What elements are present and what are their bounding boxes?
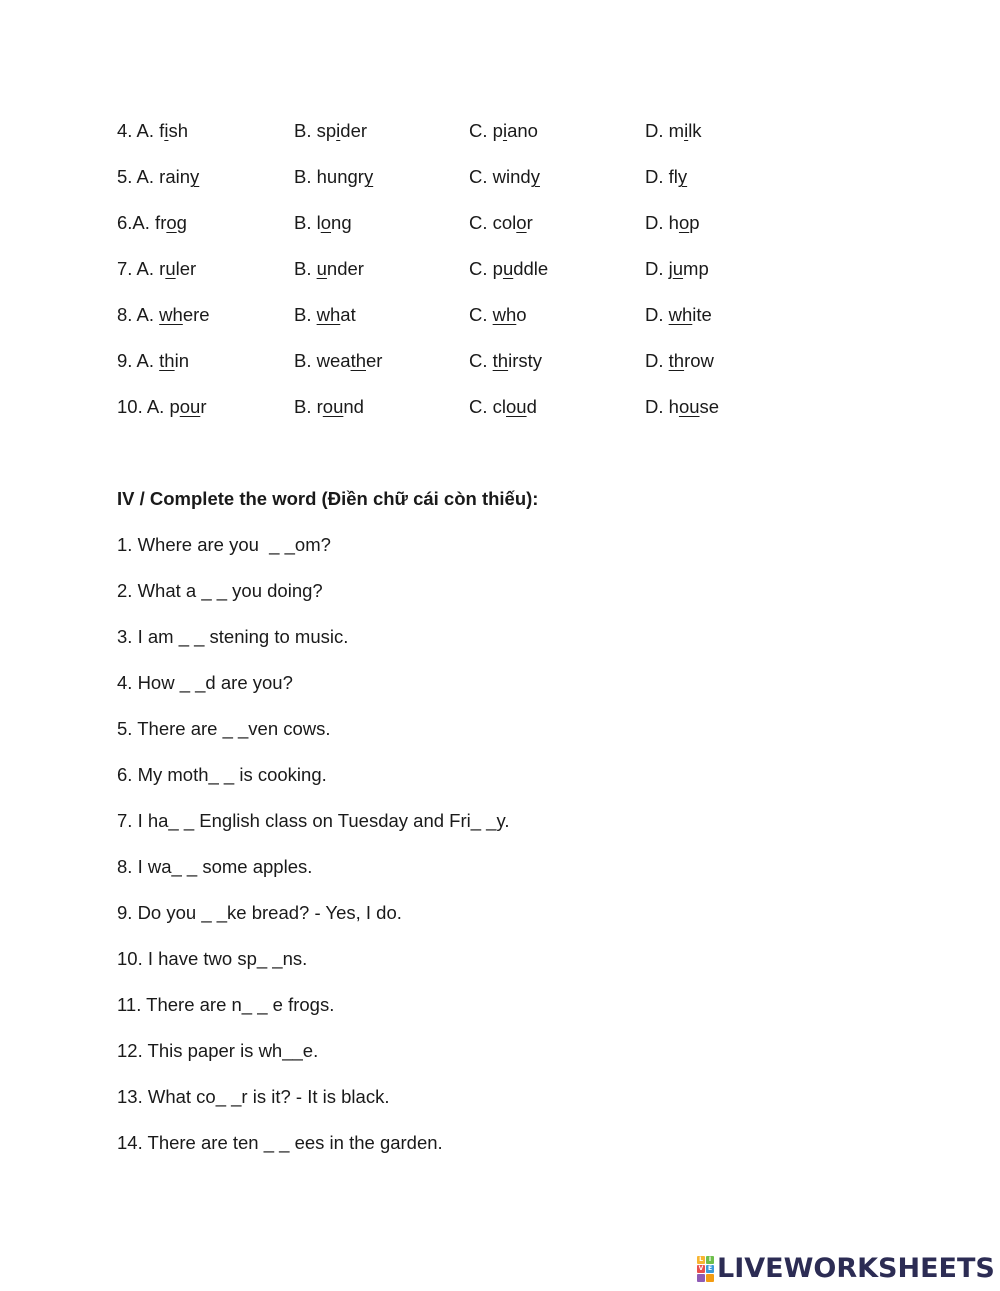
underlined-sound: th xyxy=(350,350,366,371)
logo-block: V xyxy=(698,1265,704,1272)
underlined-sound: wh xyxy=(492,304,517,325)
answer-option: C. piano xyxy=(469,120,538,141)
fill-item: 1. Where are you _ _om? xyxy=(117,534,331,555)
answer-option: C. thirsty xyxy=(469,350,542,371)
logo-block: I xyxy=(706,1256,714,1264)
underlined-sound: ou xyxy=(322,396,344,417)
answer-option: D. house xyxy=(645,396,720,417)
underlined-sound: ou xyxy=(678,396,700,417)
underlined-sound: o xyxy=(320,212,332,233)
fill-item: 13. What co_ _r is it? - It is black. xyxy=(117,1086,390,1107)
answer-option: C. puddle xyxy=(469,258,549,279)
underlined-sound: y xyxy=(363,166,374,187)
answer-option: 5. A. rainy xyxy=(117,166,200,187)
underlined-sound: wh xyxy=(159,304,183,325)
logo-block xyxy=(706,1274,714,1282)
underlined-sound: y xyxy=(530,166,540,187)
answer-option: B. weather xyxy=(294,350,383,371)
fill-item: 5. There are _ _ven cows. xyxy=(117,718,331,739)
section-heading: IV / Complete the word (Điền chữ cái còn thiếu): xyxy=(117,488,539,509)
underlined-sound: ou xyxy=(506,396,527,417)
pronunciation-row xyxy=(117,347,917,393)
underlined-sound: i xyxy=(164,120,169,141)
answer-option: 8. A. where xyxy=(117,304,210,325)
fill-item: 11. There are n_ _ e frogs. xyxy=(117,994,335,1015)
underlined-sound: th xyxy=(492,350,509,371)
underlined-sound: y xyxy=(677,166,688,187)
answer-option: C. windy xyxy=(469,166,540,187)
answer-option: 7. A. ruler xyxy=(117,258,197,279)
answer-option: D. fly xyxy=(645,166,688,187)
fill-item: 14. There are ten _ _ ees in the garden. xyxy=(117,1132,443,1153)
complete-word-list xyxy=(117,531,510,1175)
underlined-sound: o xyxy=(166,212,177,233)
answer-option: B. hungry xyxy=(294,166,374,187)
underlined-sound: o xyxy=(678,212,690,233)
pronunciation-exercise xyxy=(117,117,917,439)
fill-item: 4. How _ _d are you? xyxy=(117,672,293,693)
underlined-sound: wh xyxy=(316,304,341,325)
underlined-sound: u xyxy=(316,258,327,279)
underlined-sound: i xyxy=(684,120,689,141)
answer-option: C. cloud xyxy=(469,396,537,417)
answer-option: C. who xyxy=(469,304,527,325)
underlined-sound: th xyxy=(159,350,175,371)
answer-option: B. round xyxy=(294,396,364,417)
fill-item: 3. I am _ _ stening to music. xyxy=(117,626,349,647)
fill-item: 12. This paper is wh__e. xyxy=(117,1040,319,1061)
answer-option: B. under xyxy=(294,258,364,279)
pronunciation-row xyxy=(117,209,917,255)
answer-option: D. jump xyxy=(645,258,709,279)
fill-item: 8. I wa_ _ some apples. xyxy=(117,856,313,877)
pronunciation-row xyxy=(117,255,917,301)
logo-block xyxy=(697,1274,705,1282)
fill-item: 6. My moth_ _ is cooking. xyxy=(117,764,327,785)
logo-text: LIVEWORKSHEETS xyxy=(717,1253,995,1284)
logo-icon xyxy=(697,1256,714,1282)
answer-option: 10. A. pour xyxy=(117,396,207,417)
answer-option: 4. A. fish xyxy=(117,120,188,141)
answer-option: B. long xyxy=(294,212,352,233)
underlined-sound: u xyxy=(672,258,684,279)
underlined-sound: wh xyxy=(668,304,693,325)
underlined-sound: ou xyxy=(179,396,201,417)
underlined-sound: th xyxy=(668,350,685,371)
logo-block: L xyxy=(697,1256,705,1264)
pronunciation-row xyxy=(117,393,917,439)
logo-block: E xyxy=(707,1265,713,1272)
answer-option: D. milk xyxy=(645,120,702,141)
underlined-sound: o xyxy=(516,212,527,233)
answer-option: 6.A. frog xyxy=(117,212,187,233)
fill-item: 7. I ha_ _ English class on Tuesday and Fri_ _y. xyxy=(117,810,510,831)
answer-option: B. spider xyxy=(294,120,368,141)
answer-option: B. what xyxy=(294,304,356,325)
underlined-sound: y xyxy=(190,166,200,187)
answer-option: D. hop xyxy=(645,212,700,233)
answer-option: D. throw xyxy=(645,350,714,371)
pronunciation-row xyxy=(117,301,917,347)
fill-item: 10. I have two sp_ _ns. xyxy=(117,948,308,969)
liveworksheets-logo xyxy=(697,1255,995,1283)
underlined-sound: u xyxy=(502,258,514,279)
pronunciation-row xyxy=(117,163,917,209)
answer-option: 9. A. thin xyxy=(117,350,190,371)
answer-option: D. white xyxy=(645,304,712,325)
fill-item: 2. What a _ _ you doing? xyxy=(117,580,323,601)
answer-option: C. color xyxy=(469,212,533,233)
underlined-sound: i xyxy=(502,120,508,141)
pronunciation-row xyxy=(117,117,917,163)
underlined-sound: u xyxy=(165,258,176,279)
fill-item: 9. Do you _ _ke bread? - Yes, I do. xyxy=(117,902,402,923)
underlined-sound: i xyxy=(336,120,341,141)
